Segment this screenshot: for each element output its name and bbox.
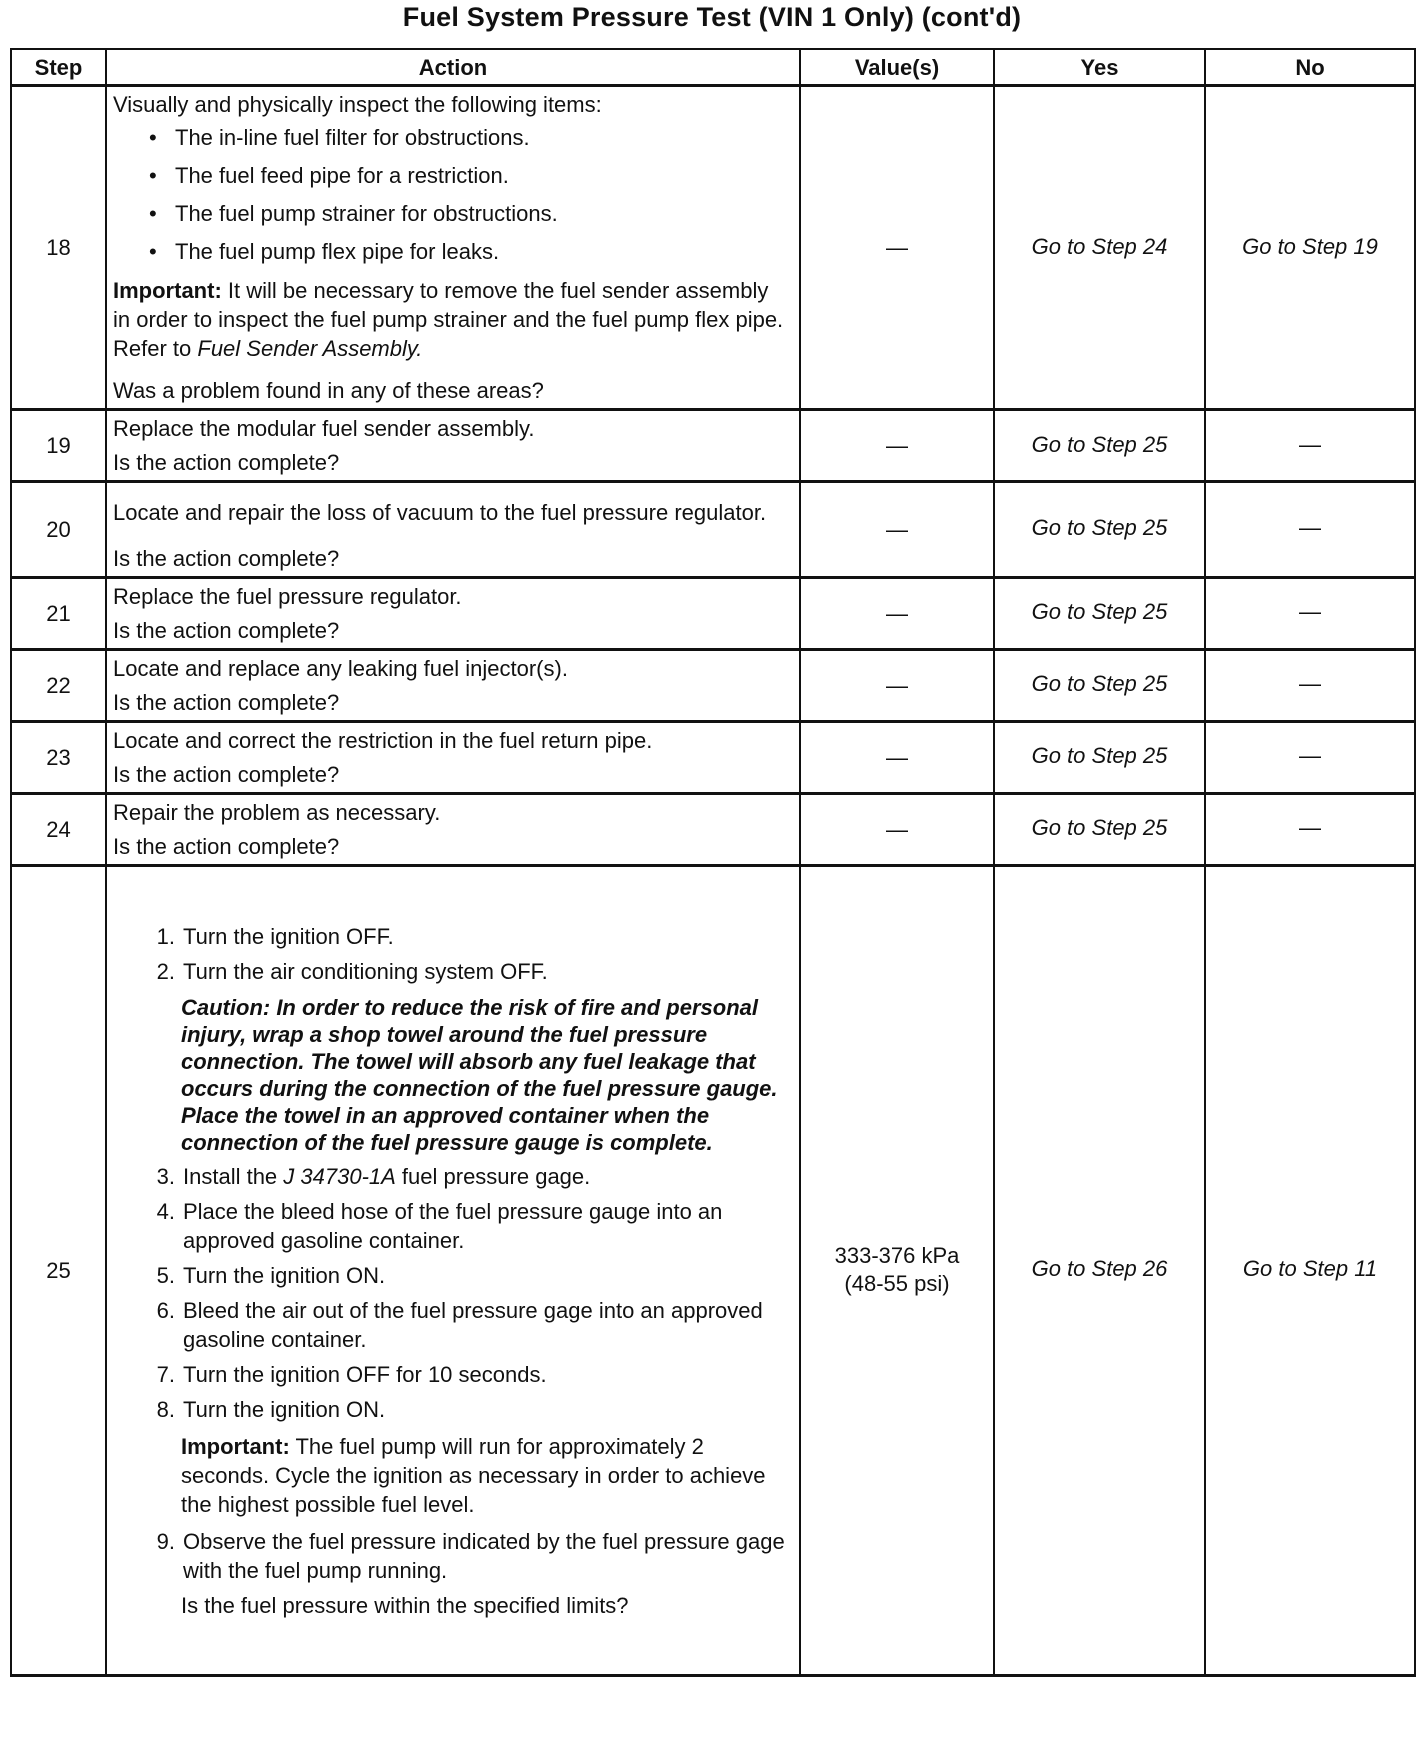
value-cell: —	[800, 577, 994, 649]
list-item	[113, 1162, 791, 1191]
header-no: No	[1205, 49, 1415, 86]
item-text: Observe the fuel pressure indicated by the fuel pressure gage with the fuel pump running.	[183, 1528, 785, 1583]
item-number: 1.	[156, 923, 175, 949]
action-text	[106, 865, 800, 1675]
header-step: Step	[11, 49, 106, 86]
list-item	[113, 1395, 791, 1424]
item-text: Turn the ignition ON.	[183, 1262, 386, 1288]
list-item	[113, 1360, 791, 1389]
inspection-list	[113, 123, 791, 266]
question-text: Is the action complete?	[106, 830, 800, 866]
value-cell: —	[800, 721, 994, 793]
value-cell: —	[800, 649, 994, 721]
list-item	[113, 922, 791, 951]
list-item	[113, 1527, 791, 1585]
question-text: Is the action complete?	[106, 542, 800, 578]
list-item: • The fuel feed pipe for a restriction.	[143, 161, 791, 190]
action-text: Repair the problem as necessary.	[106, 793, 800, 830]
step-number: 22	[11, 649, 106, 721]
item-text: Place the bleed hose of the fuel pressure gauge into an approved gasoline container.	[183, 1198, 723, 1253]
pressure-kpa: 333-376 kPa	[834, 1243, 960, 1268]
table-row-step-24	[11, 793, 1415, 830]
important-note	[113, 276, 791, 363]
item-text: Turn the ignition OFF for 10 seconds.	[183, 1361, 547, 1387]
yes-cell: Go to Step 24	[994, 86, 1205, 410]
yes-cell: Go to Step 26	[994, 865, 1205, 1675]
step-number: 23	[11, 721, 106, 793]
item-text: Turn the ignition OFF.	[183, 923, 394, 949]
item-number: 5.	[156, 1262, 175, 1288]
important-label: Important:	[113, 278, 222, 303]
table-row-step-25	[11, 865, 1415, 1675]
yes-cell: Go to Step 25	[994, 649, 1205, 721]
item-number: 4.	[156, 1198, 175, 1224]
item-text: Turn the ignition ON.	[183, 1396, 386, 1422]
value-cell: —	[800, 86, 994, 410]
item-number: 8.	[156, 1396, 175, 1422]
step-number: 20	[11, 482, 106, 578]
table-row-step-20	[11, 482, 1415, 542]
header-values: Value(s)	[800, 49, 994, 86]
question-text: Was a problem found in any of these areas?	[106, 374, 800, 410]
action-text: Locate and repair the loss of vacuum to the fuel pressure regulator.	[106, 482, 800, 542]
step-number: 25	[11, 865, 106, 1675]
step-number: 19	[11, 410, 106, 482]
no-cell: —	[1205, 410, 1415, 482]
page-title: Fuel System Pressure Test (VIN 1 Only) (cont'd)	[402, 2, 1022, 32]
procedure-list	[113, 922, 791, 986]
list-item	[113, 957, 791, 986]
question-text: Is the action complete?	[106, 758, 800, 794]
no-cell: —	[1205, 482, 1415, 578]
action-text: Replace the fuel pressure regulator.	[106, 577, 800, 614]
list-item	[113, 1296, 791, 1354]
item-number: 9.	[156, 1528, 175, 1554]
list-item: • The fuel pump strainer for obstructions.	[143, 199, 791, 228]
value-cell: —	[800, 410, 994, 482]
list-item: • The in-line fuel filter for obstructions.	[143, 123, 791, 152]
action-text: Locate and correct the restriction in the fuel return pipe.	[106, 721, 800, 758]
tool-reference: J 34730-1A	[283, 1163, 396, 1189]
item-text: Turn the air conditioning system OFF.	[183, 958, 548, 984]
question-text: Is the fuel pressure within the specified limits?	[181, 1592, 629, 1618]
procedure-list	[113, 1162, 791, 1424]
header-row	[11, 49, 1415, 86]
no-cell: —	[1205, 577, 1415, 649]
yes-cell: Go to Step 25	[994, 410, 1205, 482]
item-number: 6.	[156, 1297, 175, 1323]
item-number: 3.	[156, 1163, 175, 1189]
important-text: The fuel pump will run for approximately 2 seconds. Cycle the ignition as necessary in order to achieve the highest possible fuel level.	[181, 1433, 766, 1517]
header-yes: Yes	[994, 49, 1205, 86]
no-cell: —	[1205, 721, 1415, 793]
table-row-step-23	[11, 721, 1415, 758]
important-note	[181, 1432, 791, 1519]
list-item	[113, 1261, 791, 1290]
action-intro: Visually and physically inspect the following items:	[113, 92, 602, 117]
item-text: Bleed the air out of the fuel pressure gage into an approved gasoline container.	[183, 1297, 763, 1352]
no-cell: Go to Step 19	[1205, 86, 1415, 410]
value-cell: —	[800, 482, 994, 578]
yes-cell: Go to Step 25	[994, 577, 1205, 649]
question-text: Is the action complete?	[106, 614, 800, 650]
header-action: Action	[106, 49, 800, 86]
table-row-step-21	[11, 577, 1415, 614]
step-number: 24	[11, 793, 106, 865]
value-cell	[800, 865, 994, 1675]
no-cell: Go to Step 11	[1205, 865, 1415, 1675]
item-text	[183, 1162, 791, 1191]
item-number: 7.	[156, 1361, 175, 1387]
item-number: 2.	[156, 958, 175, 984]
pressure-psi: (48-55 psi)	[844, 1271, 950, 1296]
item-text-part: Install the	[183, 1163, 284, 1189]
question-text: Is the action complete?	[106, 446, 800, 482]
caution-note: Caution: In order to reduce the risk of fire and personal injury, wrap a shop towel around the fuel pressure connection. The towel will absorb any fuel leakage that occurs during the connection of the fuel pressure gauge. Place the towel in an approved container when the connection of the fuel pressure gauge is complete.	[181, 994, 778, 1155]
item-text-part: fuel pressure gage.	[395, 1163, 591, 1189]
yes-cell: Go to Step 25	[994, 482, 1205, 578]
question-text: Is the action complete?	[106, 686, 800, 722]
value-cell: —	[800, 793, 994, 865]
important-text: It will be necessary to remove the fuel sender assembly in order to inspect the fuel pump strainer and the fuel pump flex pipe. Refer to	[113, 278, 784, 361]
yes-cell: Go to Step 25	[994, 721, 1205, 793]
list-item	[113, 1197, 791, 1255]
no-cell: —	[1205, 649, 1415, 721]
step-number: 18	[11, 86, 106, 410]
table-row-step-18	[11, 86, 1415, 375]
yes-cell: Go to Step 25	[994, 793, 1205, 865]
reference-link[interactable]: Fuel Sender Assembly.	[197, 336, 423, 361]
action-text	[106, 86, 800, 375]
procedure-list	[113, 1527, 791, 1585]
table-row-step-19	[11, 410, 1415, 447]
no-cell: —	[1205, 793, 1415, 865]
important-label: Important:	[181, 1433, 290, 1459]
action-text: Replace the modular fuel sender assembly.	[106, 410, 800, 447]
action-text: Locate and replace any leaking fuel injector(s).	[106, 649, 800, 686]
list-item: • The fuel pump flex pipe for leaks.	[143, 237, 791, 266]
step-number: 21	[11, 577, 106, 649]
procedure-table	[10, 48, 1416, 1677]
table-row-step-22	[11, 649, 1415, 686]
